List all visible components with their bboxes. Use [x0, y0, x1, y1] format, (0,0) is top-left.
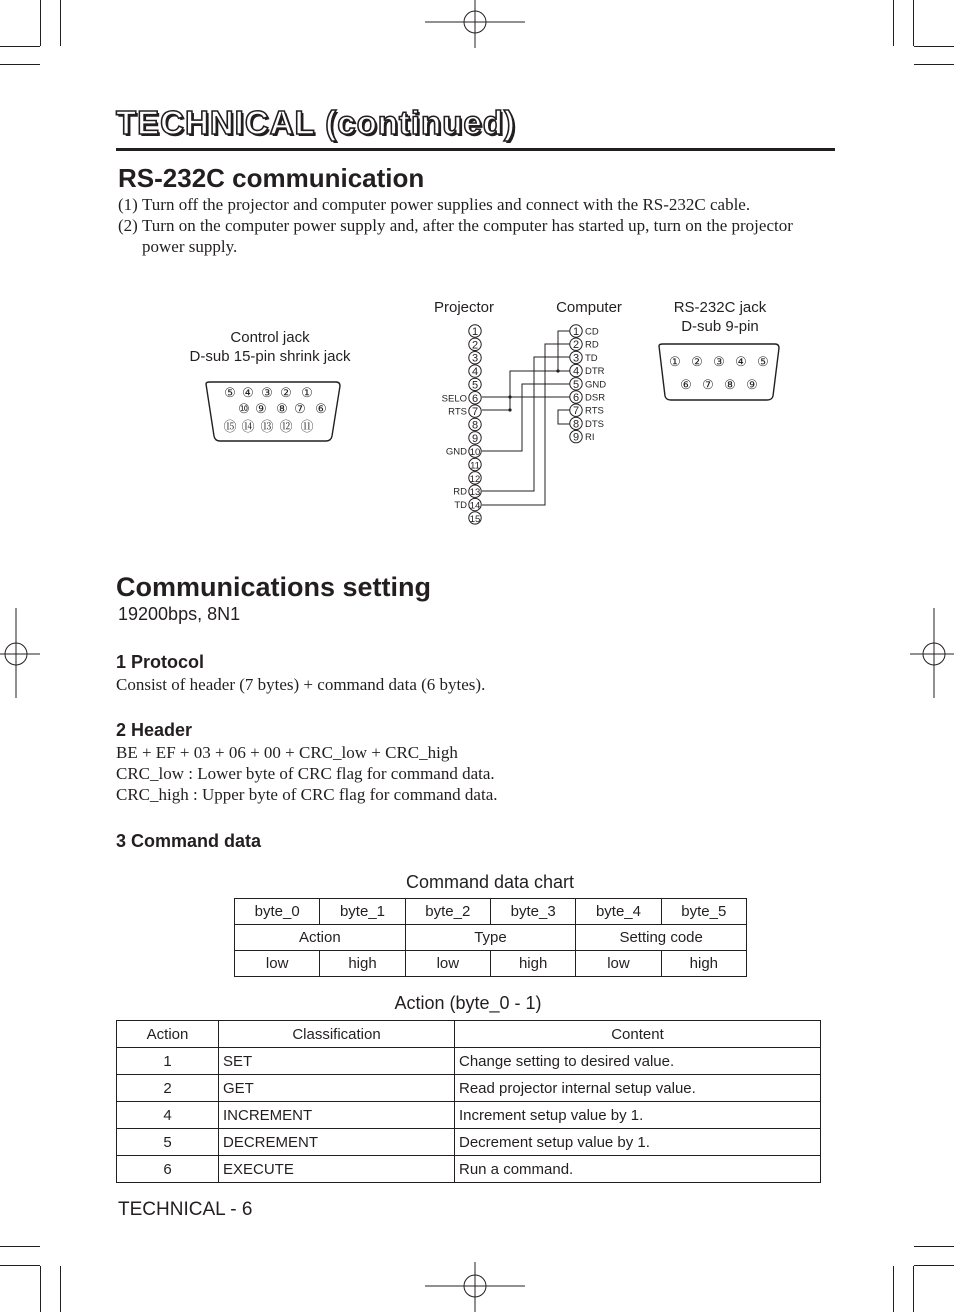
- table-cell: low: [405, 951, 490, 977]
- title-rule: [116, 148, 835, 151]
- table-cell: Action: [235, 925, 406, 951]
- table-cell: Read projector internal setup value.: [455, 1075, 821, 1102]
- dsub15-pin: ⑤: [224, 385, 236, 400]
- computer-pin-number: 2: [572, 339, 580, 352]
- dsub9-pins: [669, 354, 769, 392]
- rs232-heading: RS-232C communication: [118, 163, 425, 193]
- comm-heading: Communications setting: [116, 572, 432, 602]
- wire-rd-td: [482, 357, 570, 491]
- table-cell: DECREMENT: [219, 1129, 455, 1156]
- projector-pin-number: 7: [471, 406, 479, 419]
- dsub15-pin: ⑮: [223, 419, 237, 434]
- step-text: Turn on the computer power supply and, after the computer has started up, turn on the projector power supply.: [142, 216, 793, 256]
- computer-signal-label: GND: [585, 379, 607, 391]
- table-cell: Run a command.: [455, 1156, 821, 1183]
- computer-pin-number: 6: [572, 392, 580, 404]
- dsub9-pin: ②: [691, 354, 703, 369]
- header-heading: 2 Header: [116, 720, 193, 740]
- rs232-jack-label: [660, 299, 780, 335]
- dsub9-pin: ⑦: [702, 377, 714, 392]
- dsub15-pin: ⑨: [255, 401, 267, 416]
- projector-pin-number: 6: [471, 392, 479, 405]
- computer-signal-label: RTS: [585, 405, 604, 417]
- projector-pin-number: 11: [470, 460, 480, 472]
- dsub9-pin: ④: [735, 354, 747, 369]
- action-table: [116, 1020, 821, 1183]
- dsub15-connector: [203, 380, 343, 444]
- table-cell: EXECUTE: [219, 1156, 455, 1183]
- computer-pin-number: 1: [572, 326, 580, 338]
- computer-pin-number: 8: [572, 418, 580, 431]
- dsub9-pin: ③: [713, 354, 725, 369]
- projector-pin-number: 1: [471, 326, 479, 338]
- projector-pin-number: 15: [469, 513, 481, 525]
- computer-signal-label: DTR: [585, 366, 605, 378]
- protocol-text: Consist of header (7 bytes) + command data (6 bytes).: [116, 675, 486, 694]
- action-table-caption: Action (byte_0 - 1): [394, 993, 542, 1013]
- table-cell: 1: [117, 1048, 219, 1075]
- page-title: TECHNICAL (continued): [116, 104, 516, 141]
- table-cell: Setting code: [576, 925, 747, 951]
- table-cell: 2: [117, 1075, 219, 1102]
- step-number: (2): [118, 216, 138, 235]
- table-cell: high: [490, 951, 575, 977]
- table-row: [235, 925, 747, 951]
- table-cell: INCREMENT: [219, 1102, 455, 1129]
- dsub15-pin: ⑪: [300, 419, 314, 434]
- dsub15-pin: ④: [242, 385, 254, 400]
- computer-signal-label: DSR: [585, 392, 606, 404]
- projector-signal-label: GND: [445, 446, 467, 458]
- dsub15-pins: [223, 385, 326, 434]
- registration-mark-left: [0, 608, 40, 698]
- dsub15-pin: ①: [301, 385, 313, 400]
- computer-pin-number: 4: [572, 365, 580, 378]
- computer-pin-number: 9: [572, 431, 580, 444]
- table-cell: byte_3: [490, 899, 575, 925]
- rs232-step-1: [118, 194, 838, 215]
- computer-label: Computer: [556, 299, 622, 316]
- projector-pin-number: 9: [471, 432, 479, 445]
- wire-gnd-gnd: [482, 384, 570, 451]
- computer-signal-label: CD: [585, 326, 599, 338]
- computer-pin-number: 3: [572, 352, 580, 365]
- table-cell: Change setting to desired value.: [455, 1048, 821, 1075]
- step-text: Turn off the projector and computer power supplies and connect with the RS-232C cable.: [142, 195, 751, 214]
- table-row: [235, 951, 747, 977]
- command-heading: 3 Command data: [116, 831, 262, 851]
- table-cell: 5: [117, 1129, 219, 1156]
- projector-pin-number: 12: [469, 473, 481, 485]
- projector-signal-label: RTS: [448, 406, 467, 418]
- header-line: CRC_low : Lower byte of CRC flag for command data.: [116, 764, 495, 783]
- table-row: [117, 1075, 821, 1102]
- control-jack-label: [170, 329, 370, 365]
- wire-cd-loop: [558, 331, 570, 371]
- registration-mark-right: [910, 608, 954, 698]
- header-line: CRC_high : Upper byte of CRC flag for command data.: [116, 785, 498, 804]
- table-row: [117, 1156, 821, 1183]
- dsub9-pin: ⑧: [724, 377, 736, 392]
- column-header: Classification: [219, 1021, 455, 1048]
- dsub9-shell: [659, 344, 779, 400]
- table-cell: high: [661, 951, 746, 977]
- table-cell: 4: [117, 1102, 219, 1129]
- computer-signal-label: TD: [585, 352, 598, 364]
- rs232-jack-label-line: D-sub 9-pin: [681, 318, 759, 335]
- wire-rts-dsr: [482, 397, 570, 410]
- table-row: [117, 1129, 821, 1156]
- comm-speed: 19200bps, 8N1: [118, 604, 241, 624]
- dsub15-pin: ⑭: [241, 419, 255, 434]
- table-row: [117, 1102, 821, 1129]
- projector-signal-label: SELO: [441, 393, 467, 405]
- table-cell: Increment setup value by 1.: [455, 1102, 821, 1129]
- dsub15-pin: ②: [280, 385, 292, 400]
- projector-pin-number: 2: [471, 339, 479, 352]
- projector-signal-label: RD: [453, 486, 467, 498]
- projector-label: Projector: [433, 299, 495, 316]
- computer-signal-label: RI: [585, 432, 595, 444]
- table-cell: low: [576, 951, 661, 977]
- wiring-diagram: [430, 318, 630, 530]
- computer-pin-column: [570, 325, 606, 444]
- table-cell: SET: [219, 1048, 455, 1075]
- projector-pin-number: 3: [471, 352, 479, 365]
- table-cell: byte_5: [661, 899, 746, 925]
- table-cell: byte_1: [320, 899, 405, 925]
- computer-pin-number: 7: [572, 405, 580, 418]
- table-cell: Decrement setup value by 1.: [455, 1129, 821, 1156]
- protocol-heading: 1 Protocol: [116, 652, 205, 672]
- projector-pin-column: [442, 325, 482, 525]
- rs232-step-2: [118, 215, 838, 257]
- table-cell: byte_0: [235, 899, 320, 925]
- dsub15-pin: ⑦: [294, 401, 306, 416]
- registration-mark-bottom: [425, 1262, 525, 1312]
- table-cell: high: [320, 951, 405, 977]
- projector-pin-number: 13: [469, 487, 481, 499]
- dsub9-pin: ⑤: [757, 354, 769, 369]
- dsub9-pin: ⑥: [680, 377, 692, 392]
- dsub15-pin: ⑥: [315, 401, 327, 416]
- table-cell: byte_2: [405, 899, 490, 925]
- table-header-row: [117, 1021, 821, 1048]
- header-line: BE + EF + 03 + 06 + 00 + CRC_low + CRC_high: [116, 743, 458, 762]
- computer-pin-number: 5: [572, 378, 580, 391]
- computer-signal-label: RD: [585, 339, 599, 351]
- projector-pin-number: 14: [469, 500, 481, 512]
- step-number: (1): [118, 195, 138, 214]
- command-chart-caption: Command data chart: [405, 872, 575, 892]
- dsub15-pin: ⑬: [260, 419, 274, 434]
- projector-pin-number: 4: [471, 366, 479, 379]
- wires: [482, 331, 570, 505]
- projector-signal-label: TD: [454, 500, 467, 512]
- projector-pin-number: 10: [469, 447, 481, 459]
- table-cell: byte_4: [576, 899, 661, 925]
- projector-pin-number: 8: [471, 419, 479, 432]
- wire-rts-dts-loop: [558, 410, 570, 424]
- table-cell: GET: [219, 1075, 455, 1102]
- computer-signal-label: DTS: [585, 418, 604, 430]
- page-footer: TECHNICAL - 6: [118, 1199, 253, 1220]
- command-data-table: [234, 898, 747, 977]
- dsub15-pin: ⑫: [279, 419, 293, 434]
- dsub15-pin: ⑩: [238, 401, 250, 416]
- dsub9-connector: [655, 342, 783, 404]
- control-jack-label-line: Control jack: [230, 329, 310, 346]
- dsub9-pin: ①: [669, 354, 681, 369]
- table-row: [235, 899, 747, 925]
- dsub15-pin: ③: [261, 385, 273, 400]
- rs232-jack-label-line: RS-232C jack: [673, 299, 767, 316]
- table-cell: low: [235, 951, 320, 977]
- rs232-steps: [118, 194, 838, 257]
- table-cell: Type: [405, 925, 576, 951]
- table-row: [117, 1048, 821, 1075]
- control-jack-label-line: D-sub 15-pin shrink jack: [189, 348, 351, 365]
- wire-td-rd: [482, 344, 570, 505]
- table-cell: 6: [117, 1156, 219, 1183]
- dsub15-pin: ⑧: [276, 401, 288, 416]
- registration-mark-top: [425, 0, 525, 50]
- dsub9-pin: ⑨: [746, 377, 758, 392]
- projector-pin-number: 5: [471, 379, 479, 392]
- column-header: Action: [117, 1021, 219, 1048]
- column-header: Content: [455, 1021, 821, 1048]
